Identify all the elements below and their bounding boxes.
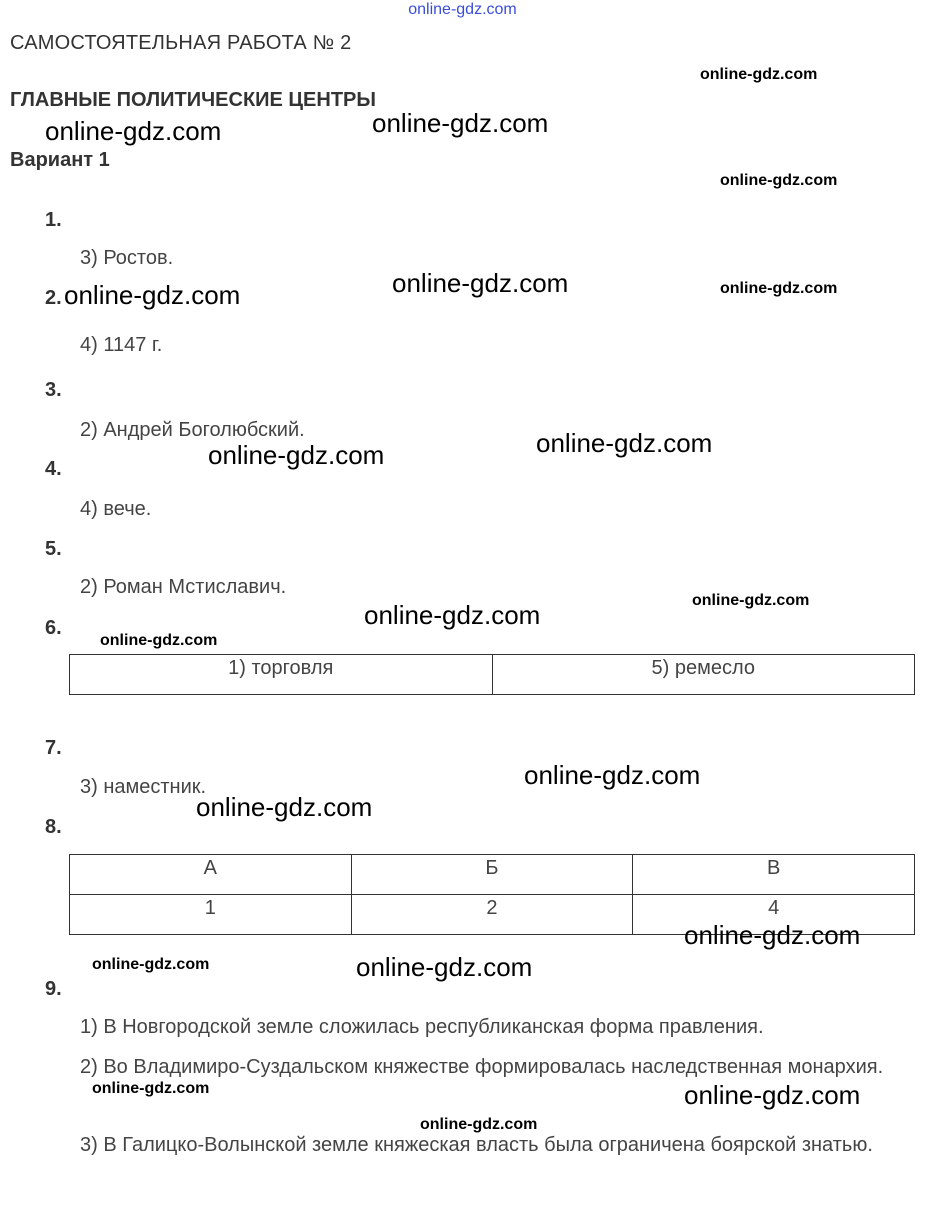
watermark: online-gdz.com	[720, 172, 838, 189]
watermark: online-gdz.com	[420, 1116, 538, 1133]
answer-text: 2) Роман Мстиславич.	[80, 576, 287, 598]
table-cell: 2	[351, 895, 633, 935]
watermark: online-gdz.com	[64, 280, 241, 310]
watermark: online-gdz.com	[196, 792, 373, 822]
answer-text: 2) Андрей Боголюбский.	[80, 419, 305, 441]
table-cell: А	[70, 855, 352, 895]
table-cell: Б	[351, 855, 633, 895]
answer-paragraph: 1) В Новгородской земле сложилась республиканская форма правления.	[80, 1016, 764, 1038]
variant-label: Вариант 1	[10, 149, 110, 171]
table-cell: 4	[633, 895, 915, 935]
watermark: online-gdz.com	[100, 632, 218, 649]
watermark: online-gdz.com	[392, 268, 569, 298]
answer-text: 4) вече.	[80, 498, 152, 520]
top-watermark: online-gdz.com	[408, 1, 517, 18]
watermark: online-gdz.com	[692, 592, 810, 609]
answer-table-6	[69, 654, 915, 695]
question-number: 3.	[45, 379, 62, 401]
question-number: 9.	[45, 978, 62, 1000]
table-row	[70, 855, 915, 895]
question-number: 1.	[45, 209, 62, 231]
table-row	[70, 655, 915, 695]
answer-paragraph: 2) Во Владимиро-Суздальском княжестве формировалась наследственная монархия.	[80, 1056, 884, 1078]
watermark: online-gdz.com	[364, 600, 541, 630]
watermark: online-gdz.com	[45, 116, 222, 146]
watermark: online-gdz.com	[684, 920, 861, 950]
answer-text: 3) наместник.	[80, 776, 207, 798]
page-title: САМОСТОЯТЕЛЬНАЯ РАБОТА № 2	[10, 32, 352, 54]
table-cell: 1) торговля	[70, 655, 493, 695]
question-number: 7.	[45, 737, 62, 759]
watermark: online-gdz.com	[92, 1080, 210, 1097]
answer-paragraph: 3) В Галицко-Волынской земле княжеская власть была ограничена боярской знатью.	[80, 1134, 873, 1156]
watermark: online-gdz.com	[92, 956, 210, 973]
question-number: 8.	[45, 816, 62, 838]
watermark: online-gdz.com	[372, 108, 549, 138]
watermark: online-gdz.com	[524, 760, 701, 790]
table-cell: 1	[70, 895, 352, 935]
watermark: online-gdz.com	[700, 66, 818, 83]
watermark: online-gdz.com	[536, 428, 713, 458]
answer-text: 4) 1147 г.	[80, 334, 163, 356]
watermark: online-gdz.com	[720, 280, 838, 297]
question-number: 2.	[45, 287, 62, 309]
question-number: 6.	[45, 617, 62, 639]
table-cell: 5) ремесло	[492, 655, 915, 695]
watermark: online-gdz.com	[356, 952, 533, 982]
question-number: 4.	[45, 458, 62, 480]
watermark: online-gdz.com	[684, 1080, 861, 1110]
question-number: 5.	[45, 538, 62, 560]
table-cell: В	[633, 855, 915, 895]
watermark: online-gdz.com	[208, 440, 385, 470]
answer-text: 3) Ростов.	[80, 247, 174, 269]
section-title: ГЛАВНЫЕ ПОЛИТИЧЕСКИЕ ЦЕНТРЫ	[10, 89, 376, 111]
